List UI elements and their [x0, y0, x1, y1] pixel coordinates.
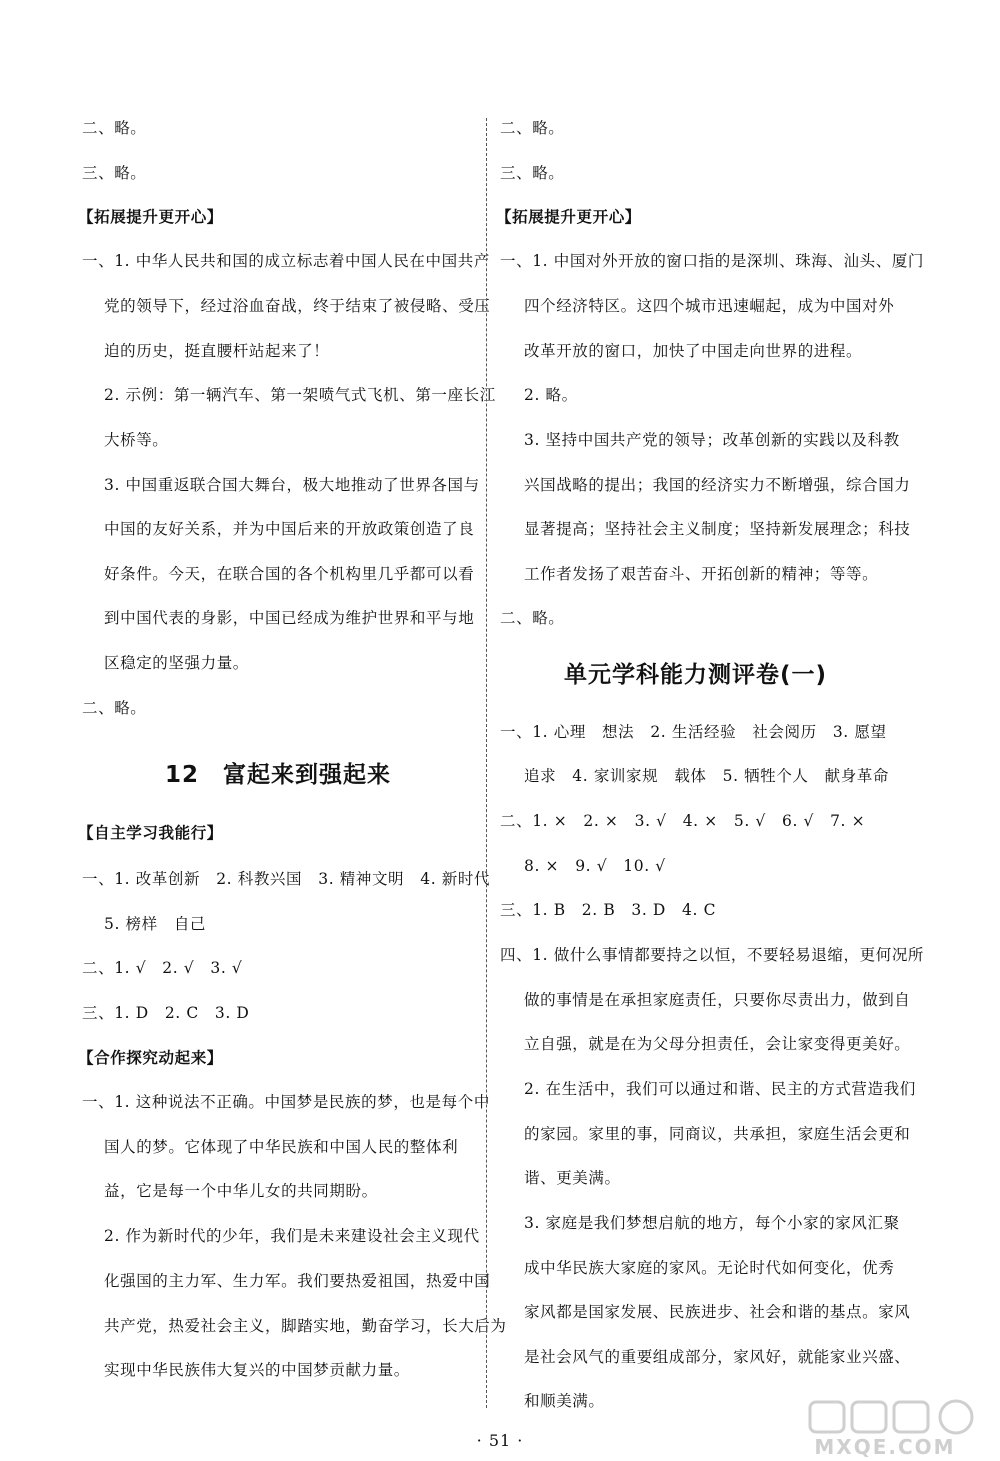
text-line: 二、略。	[82, 699, 147, 717]
text-line: 8. × 9. √ 10. √	[524, 857, 666, 875]
text-line: 中国的友好关系，并为中国后来的开放政策创造了良	[104, 520, 475, 538]
text-line: 益，它是每一个中华儿女的共同期盼。	[104, 1182, 378, 1200]
text-line: 3. 中国重返联合国大舞台，极大地推动了世界各国与	[104, 476, 480, 494]
text-line: 3. 家庭是我们梦想启航的地方，每个小家的家风汇聚	[524, 1214, 900, 1232]
text-line: 一、1. 中华人民共和国的成立标志着中国人民在中国共产	[82, 252, 490, 270]
text-line: 显著提高；坚持社会主义制度；坚持新发展理念；科技	[524, 520, 911, 538]
text-line: 做的事情是在承担家庭责任，只要你尽责出力，做到自	[524, 991, 911, 1009]
text-line: 立自强，就是在为父母分担责任，会让家变得更美好。	[524, 1035, 911, 1053]
text-line: 追求 4. 家训家规 载体 5. 牺牲个人 献身革命	[524, 767, 890, 785]
text-line: 到中国代表的身影，中国已经成为维护世界和平与地	[104, 609, 475, 627]
text-line: 好条件。今天，在联合国的各个机构里几乎都可以看	[104, 565, 475, 583]
section-heading: 【拓展提升更开心】	[78, 208, 223, 226]
column-divider	[486, 118, 487, 1408]
section-heading: 【合作探究动起来】	[78, 1049, 223, 1067]
lesson-title: 12 富起来到强起来	[165, 762, 392, 788]
text-line: 二、略。	[500, 609, 565, 627]
section-heading: 【拓展提升更开心】	[496, 208, 641, 226]
text-line: 三、略。	[500, 164, 565, 182]
text-line: 2. 示例：第一辆汽车、第一架喷气式飞机、第一座长江	[104, 386, 496, 404]
section-heading: 【自主学习我能行】	[78, 824, 223, 842]
text-line: 一、1. 这种说法不正确。中国梦是民族的梦，也是每个中	[82, 1093, 490, 1111]
text-line: 是社会风气的重要组成部分，家风好，就能家业兴盛、	[524, 1348, 911, 1366]
text-line: 2. 在生活中，我们可以通过和谐、民主的方式营造我们	[524, 1080, 916, 1098]
text-line: 谐、更美满。	[524, 1169, 621, 1187]
text-line: 党的领导下，经过浴血奋战，终于结束了被侵略、受压	[104, 297, 491, 315]
text-line: 二、1. √ 2. √ 3. √	[82, 959, 243, 977]
svg-text:MXQE.COM: MXQE.COM	[814, 1435, 956, 1459]
text-line: 2. 略。	[524, 386, 578, 404]
text-line: 三、1. B 2. B 3. D 4. C	[500, 901, 717, 919]
text-line: 兴国战略的提出；我国的经济实力不断增强，综合国力	[524, 476, 911, 494]
watermark-logo	[780, 1398, 990, 1460]
text-line: 和顺美满。	[524, 1392, 605, 1410]
text-line: 一、1. 改革创新 2. 科教兴国 3. 精神文明 4. 新时代	[82, 870, 491, 888]
text-line: 化强国的主力军、生力军。我们要热爱祖国，热爱中国	[104, 1272, 491, 1290]
text-line: 家风都是国家发展、民族进步、社会和谐的基点。家风	[524, 1303, 911, 1321]
text-line: 改革开放的窗口，加快了中国走向世界的进程。	[524, 342, 863, 360]
text-line: 三、1. D 2. C 3. D	[82, 1004, 250, 1022]
text-line: 二、1. × 2. × 3. √ 4. × 5. √ 6. √ 7. ×	[500, 812, 866, 830]
text-line: 区稳定的坚强力量。	[104, 654, 249, 672]
text-line: 成中华民族大家庭的家风。无论时代如何变化，优秀	[524, 1259, 895, 1277]
text-line: 一、1. 心理 想法 2. 生活经验 社会阅历 3. 愿望	[500, 723, 887, 741]
text-line: 共产党，热爱社会主义，脚踏实地，勤奋学习，长大后为	[104, 1317, 507, 1335]
text-line: 大桥等。	[104, 431, 169, 449]
text-line: 四个经济特区。这四个城市迅速崛起，成为中国对外	[524, 297, 895, 315]
text-line: 迫的历史，挺直腰杆站起来了！	[104, 342, 330, 360]
unit-test-title: 单元学科能力测评卷(一)	[564, 662, 828, 688]
text-line: 5. 榜样 自己	[104, 915, 207, 933]
text-line: 国人的梦。它体现了中华民族和中国人民的整体利	[104, 1138, 459, 1156]
text-line: 实现中华民族伟大复兴的中国梦贡献力量。	[104, 1361, 410, 1379]
text-line: 一、1. 中国对外开放的窗口指的是深圳、珠海、汕头、厦门	[500, 252, 925, 270]
page-number: · 51 ·	[476, 1431, 524, 1450]
text-line: 二、略。	[82, 119, 147, 137]
text-line: 四、1. 做什么事情都要持之以恒，不要轻易退缩，更何况所	[500, 946, 925, 964]
text-line: 2. 作为新时代的少年，我们是未来建设社会主义现代	[104, 1227, 480, 1245]
text-line: 的家园。家里的事，同商议，共承担，家庭生活会更和	[524, 1125, 911, 1143]
text-line: 工作者发扬了艰苦奋斗、开拓创新的精神；等等。	[524, 565, 879, 583]
text-line: 3. 坚持中国共产党的领导；改革创新的实践以及科教	[524, 431, 900, 449]
text-line: 三、略。	[82, 164, 147, 182]
text-line: 二、略。	[500, 119, 565, 137]
